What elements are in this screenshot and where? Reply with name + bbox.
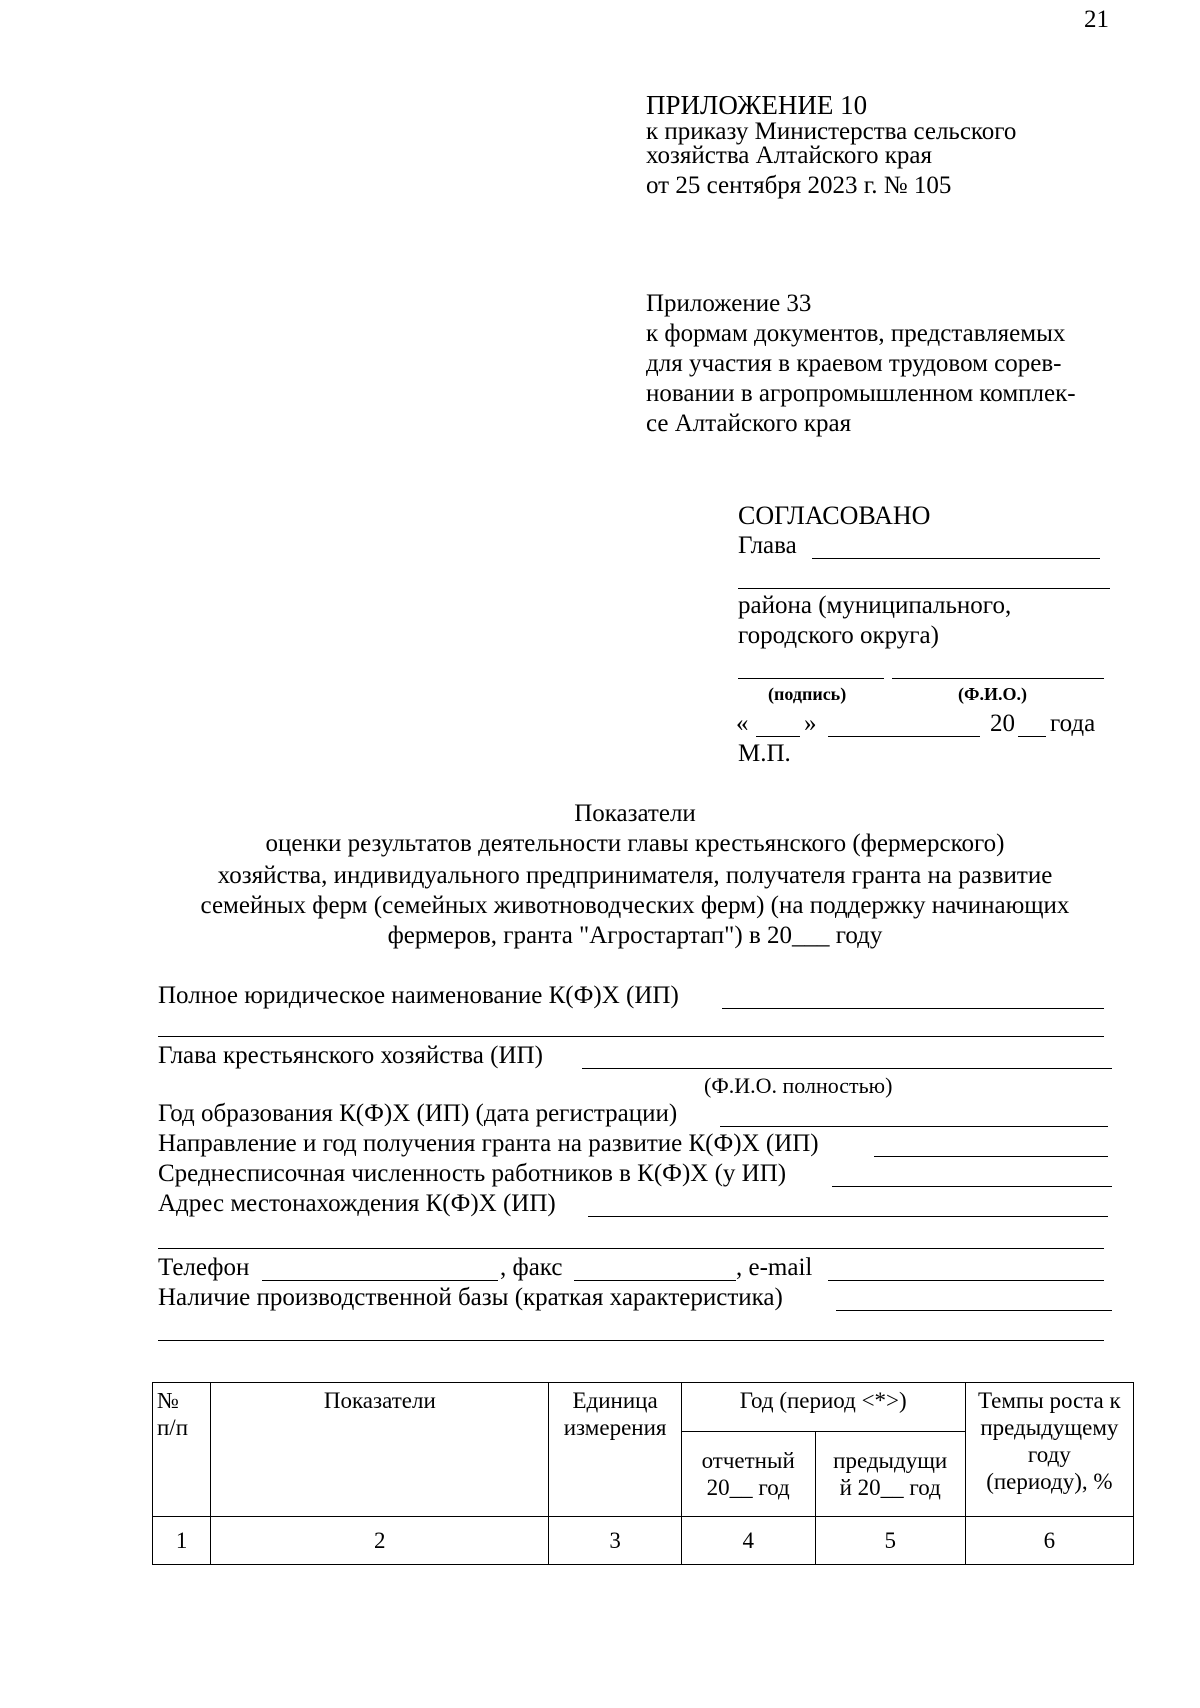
date-year-suffix: года <box>1050 710 1096 737</box>
header-indicators-text: Показатели <box>323 1388 436 1413</box>
approval-head-line[interactable] <box>812 558 1100 559</box>
indicators-table <box>152 1382 1134 1565</box>
field-year-label: Год образования К(Ф)Х (ИП) (дата регистрации) <box>158 1100 678 1127</box>
stamp-label: М.П. <box>738 740 791 767</box>
header-unit-line: Единица <box>572 1388 658 1413</box>
date-close-quote: » <box>804 710 817 737</box>
column-number: 4 <box>681 1517 815 1565</box>
header-growth <box>965 1383 1133 1517</box>
approval-head-label: Глава <box>738 532 797 559</box>
date-day-line[interactable] <box>756 736 800 737</box>
field-base-line-2[interactable] <box>158 1340 1104 1341</box>
field-grant-label: Направление и год получения гранта на развитие К(Ф)Х (ИП) <box>158 1130 819 1157</box>
document-subtitle-line: семейных ферм (семейных животноводческих ферм) (на поддержку начинающих <box>200 892 1070 919</box>
document-subtitle-line: оценки результатов деятельности главы крестьянского (фермерского) <box>265 830 1005 857</box>
appendix33-line: к формам документов, представляемых <box>646 320 1066 347</box>
column-number: 3 <box>549 1517 681 1565</box>
field-fax-label: , факс <box>500 1254 563 1281</box>
header-period-text: Год (период <*>) <box>739 1388 907 1413</box>
field-head-hint: (Ф.И.О. полностью) <box>704 1073 893 1098</box>
field-head-label: Глава крестьянского хозяйства (ИП) <box>158 1042 543 1069</box>
field-staff-label: Среднесписочная численность работников в К(Ф)Х (у ИП) <box>158 1160 787 1187</box>
header-reporting-line: отчетный <box>701 1448 795 1473</box>
header-growth-line: году <box>1027 1442 1071 1467</box>
field-address-line-2[interactable] <box>158 1248 1104 1249</box>
fio-caption: (Ф.И.О.) <box>958 684 1027 704</box>
header-reporting-line: 20__ год <box>706 1475 790 1500</box>
column-number: 5 <box>815 1517 965 1565</box>
field-email-line[interactable] <box>828 1280 1104 1281</box>
approval-district-line: городского округа) <box>738 622 939 649</box>
date-open-quote: « <box>736 710 749 737</box>
appendix33-line: новании в агропромышленном комплек- <box>646 380 1076 407</box>
date-year-prefix: 20 <box>990 710 1015 737</box>
header-indicators <box>211 1383 549 1517</box>
header-unit <box>549 1383 681 1517</box>
header-previous <box>815 1432 965 1517</box>
header-period <box>681 1383 965 1432</box>
appendix33-line: се Алтайского края <box>646 410 852 437</box>
page-number: 21 <box>1084 6 1109 33</box>
field-email-label: , e-mail <box>736 1254 813 1281</box>
header-growth-line: предыдущему <box>980 1415 1119 1440</box>
approval-title: СОГЛАСОВАНО <box>738 501 931 530</box>
field-full-name-label: Полное юридическое наименование К(Ф)Х (ИП) <box>158 982 679 1009</box>
approval-district-line: района (муниципального, <box>738 592 1012 619</box>
field-base-label: Наличие производственной базы (краткая характеристика) <box>158 1284 783 1311</box>
signature-line[interactable] <box>738 678 884 679</box>
approval-name-line[interactable] <box>738 588 1110 589</box>
header-no <box>153 1383 211 1517</box>
appendix33-line: для участия в краевом трудовом сорев- <box>646 350 1062 377</box>
document-subtitle-line: фермеров, гранта "Агростартап") в 20___ году <box>387 922 883 949</box>
field-address-label: Адрес местонахождения К(Ф)Х (ИП) <box>158 1190 556 1217</box>
header-reporting <box>681 1432 815 1517</box>
appendix10-line: хозяйства Алтайского края <box>646 142 932 169</box>
document-subtitle-line: хозяйства, индивидуального предпринимателя, получателя гранта на развитие <box>217 862 1053 889</box>
column-number: 2 <box>211 1517 549 1565</box>
field-fax-line[interactable] <box>574 1280 736 1281</box>
header-unit-line: измерения <box>563 1415 667 1440</box>
appendix10-title: ПРИЛОЖЕНИЕ 10 <box>646 90 868 120</box>
header-growth-line: (периоду), % <box>986 1469 1113 1494</box>
field-grant-line[interactable] <box>874 1156 1108 1157</box>
appendix10-line: к приказу Министерства сельского <box>646 118 1017 145</box>
header-previous-line: й 20__ год <box>839 1475 941 1500</box>
table-header-row <box>153 1383 1134 1432</box>
field-phone-label: Телефон <box>158 1254 250 1281</box>
date-year-line[interactable] <box>1018 736 1046 737</box>
field-full-name-line[interactable] <box>722 1008 1104 1009</box>
column-number: 1 <box>153 1517 211 1565</box>
header-growth-line: Темпы роста к <box>978 1388 1121 1413</box>
header-no-line: п/п <box>157 1415 189 1440</box>
field-head-line[interactable] <box>582 1068 1112 1069</box>
header-previous-line: предыдущи <box>833 1448 948 1473</box>
fio-line[interactable] <box>892 678 1104 679</box>
date-month-line[interactable] <box>828 736 980 737</box>
header-no-line: № <box>157 1388 179 1413</box>
signature-caption: (подпись) <box>768 684 847 704</box>
document-title: Показатели <box>574 800 696 827</box>
appendix33-title: Приложение 33 <box>646 290 812 317</box>
field-phone-line[interactable] <box>262 1280 498 1281</box>
table-row <box>153 1517 1134 1565</box>
field-staff-line[interactable] <box>832 1186 1112 1187</box>
appendix10-line: от 25 сентября 2023 г. № 105 <box>646 172 952 199</box>
field-base-line[interactable] <box>836 1310 1112 1311</box>
column-number: 6 <box>965 1517 1133 1565</box>
field-year-line[interactable] <box>720 1126 1108 1127</box>
field-full-name-line-2[interactable] <box>158 1036 1104 1037</box>
field-address-line[interactable] <box>588 1216 1108 1217</box>
